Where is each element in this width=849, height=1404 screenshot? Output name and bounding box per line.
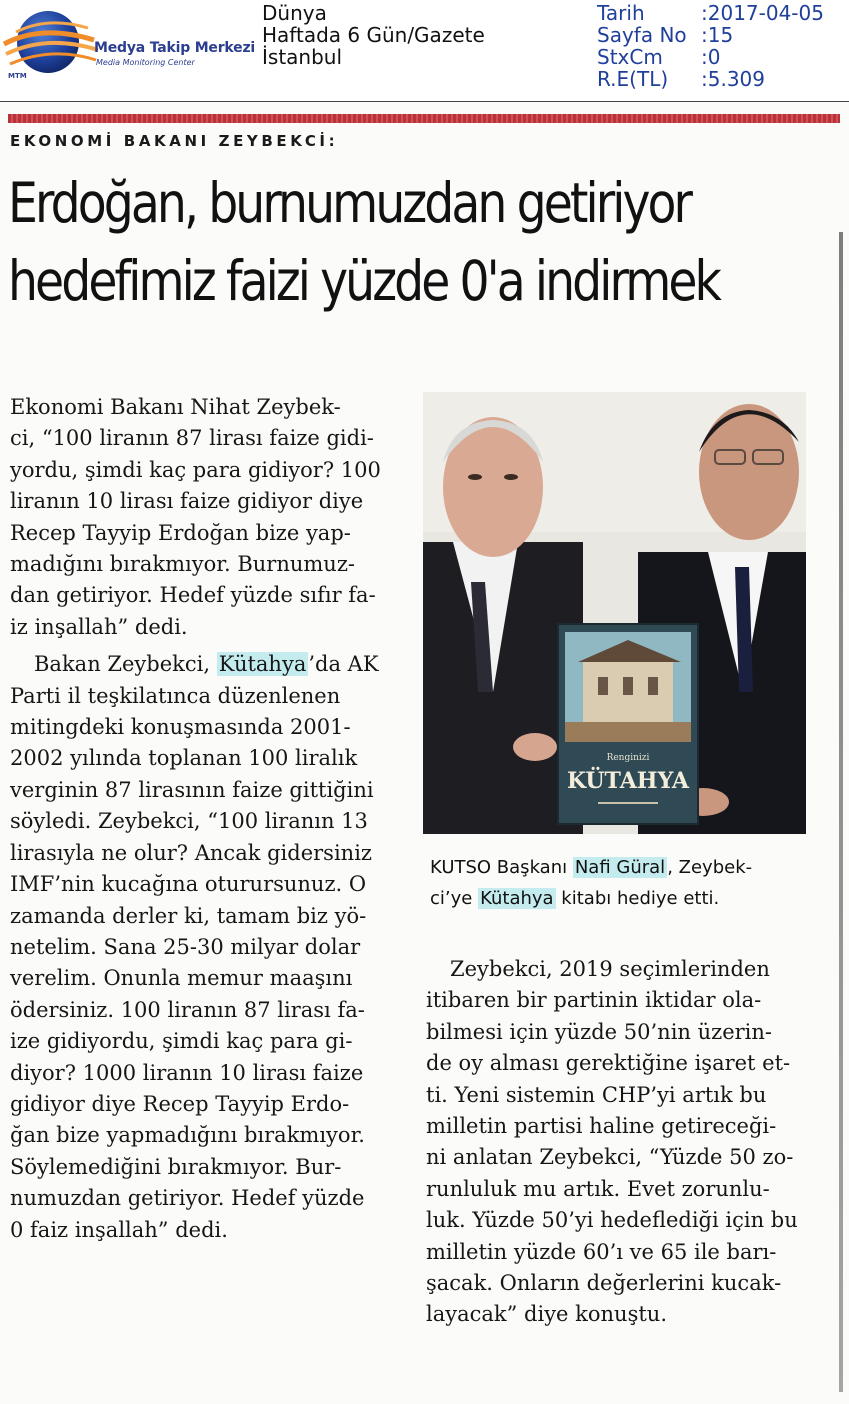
publication-name: Dünya <box>262 1 327 25</box>
clipping-edge-shadow <box>839 232 843 1392</box>
text-line: söyledi. Zeybekci, “100 liranın 13 <box>10 809 368 834</box>
meta-row-page <box>597 24 824 46</box>
text-line: liranın 10 lirası faize gidiyor diye <box>10 489 364 514</box>
text-fragment: ’da AK <box>308 652 379 677</box>
text-line: 2002 yılında toplanan 100 liralık <box>10 746 358 771</box>
text-line: milletin partisi haline getireceği- <box>426 1114 777 1139</box>
article-left-column <box>10 392 398 1246</box>
caption-text: KUTSO Başkanı <box>430 857 573 878</box>
headline-line: hedefimiz faizi yüzde 0'a indirmek <box>8 249 719 313</box>
caption-line <box>430 883 752 914</box>
text-line: Ekonomi Bakanı Nihat Zeybek- <box>10 395 341 419</box>
text-line: layacak” diye konuştu. <box>426 1302 667 1327</box>
text-line: milletin yüzde 60’ı ve 65 ile barı- <box>426 1239 777 1264</box>
text-line <box>10 649 398 680</box>
meta-row-ad-value <box>597 68 824 90</box>
text-line: Recep Tayyip Erdoğan bize yap- <box>10 520 351 545</box>
text-line: ödersiniz. 100 liranın 87 lirası fa- <box>10 997 365 1022</box>
caption-line <box>430 852 752 883</box>
text-line: de oy alması gerektiğine işaret et- <box>426 1051 791 1076</box>
meta-value: :15 <box>701 23 734 47</box>
globe-logo-icon <box>2 4 102 82</box>
text-line: Parti il teşkilatınca düzenlenen <box>10 683 341 708</box>
text-line: yordu, şimdi kaç para gidiyor? 100 <box>10 457 381 482</box>
text-line: Zeybekci, 2019 seçimlerinden <box>450 957 770 981</box>
photo-caption <box>430 852 752 914</box>
newspaper-clipping <box>0 102 849 1404</box>
book-title: KÜTAHYA <box>567 768 689 794</box>
meta-key: Sayfa No <box>597 23 687 47</box>
text-line: iz inşallah” dedi. <box>10 614 188 639</box>
book-kicker: Renginizi <box>606 753 650 763</box>
text-line: ti. Yeni sistemin CHP’yi artık bu <box>426 1082 767 1107</box>
caption-highlight-name: Nafi Güral <box>574 857 666 878</box>
publication-city: İstanbul <box>262 45 343 69</box>
meta-value: :5.309 <box>701 67 765 91</box>
article-kicker: EKONOMİ BAKANI ZEYBEKCİ: <box>10 132 339 150</box>
caption-text: ci’ye <box>430 888 479 909</box>
clipping-metadata <box>597 2 824 90</box>
kutahya-book <box>558 624 698 824</box>
meta-row-stxcm <box>597 46 824 68</box>
paragraph-1 <box>10 392 398 643</box>
mtm-logo <box>2 4 262 82</box>
text-line: bilmesi için yüzde 50’nin üzerin- <box>426 1019 773 1044</box>
text-line: IMF’nin kucağına oturursunuz. O <box>10 872 367 897</box>
text-line: dan getiriyor. Hedef yüzde sıfır fa- <box>10 583 376 608</box>
text-line: ni anlatan Zeybekci, “Yüzde 50 zo- <box>426 1145 794 1170</box>
caption-text: kitabı hediye etti. <box>555 888 720 909</box>
highlighted-keyword: Kütahya <box>218 652 307 677</box>
meta-key: Tarih <box>597 1 645 25</box>
text-line: verginin 87 lirasının faize gittiğini <box>10 777 374 802</box>
text-line: şacak. Onların değerlerini kucak- <box>426 1271 782 1296</box>
text-line: 0 faiz inşallah” dedi. <box>10 1217 228 1242</box>
meta-row-date <box>597 2 824 24</box>
text-line: netelim. Sana 25-30 milyar dolar <box>10 934 361 959</box>
text-line: ğan bize yapmadığını bırakmıyor. <box>10 1123 365 1148</box>
logo-abbreviation: MTM <box>8 72 27 80</box>
text-line: diyor? 1000 liranın 10 lirası faize <box>10 1060 364 1085</box>
paragraph-2 <box>10 649 398 1246</box>
article-right-column <box>426 954 806 1331</box>
text-line: runluluk mu artık. Evet zorunlu- <box>426 1176 770 1201</box>
monitoring-header <box>0 0 849 102</box>
text-line: ize gidiyordu, şimdi kaç para gi- <box>10 1029 353 1054</box>
text-line: gidiyor diye Recep Tayyip Erdo- <box>10 1091 350 1116</box>
photo-illustration <box>423 392 806 834</box>
caption-highlight-city: Kütahya <box>480 888 554 909</box>
text-line: ci, “100 liranın 87 lirası faize gidi- <box>10 426 374 451</box>
text-line: mitingdeki konuşmasında 2001- <box>10 715 351 740</box>
text-line: luk. Yüzde 50’yi hedeflediği için bu <box>426 1208 798 1233</box>
section-stripe <box>8 114 840 123</box>
text-line: lirasıyla ne olur? Ancak gidersiniz <box>10 840 372 865</box>
text-line: verelim. Onunla memur maaşını <box>10 966 353 991</box>
meta-key: StxCm <box>597 45 663 69</box>
publication-frequency: Haftada 6 Gün/Gazete <box>262 23 485 47</box>
article-photo <box>423 392 806 834</box>
article-headline <box>8 164 719 320</box>
text-fragment: Bakan Zeybekci, <box>34 652 217 677</box>
publication-info <box>262 2 485 68</box>
text-line: Söylemediğini bırakmıyor. Bur- <box>10 1154 342 1179</box>
text-line: madığını bırakmıyor. Burnumuz- <box>10 552 355 577</box>
text-line: zamanda derler ki, tamam biz yö- <box>10 903 367 928</box>
logo-title: Medya Takip Merkezi <box>94 40 256 56</box>
text-line: itibaren bir partinin iktidar ola- <box>426 988 762 1013</box>
headline-line: Erdoğan, burnumuzdan getiriyor <box>8 171 691 235</box>
logo-subtitle: Media Monitoring Center <box>96 58 195 67</box>
text-line: numuzdan getiriyor. Hedef yüzde <box>10 1186 365 1211</box>
meta-key: R.E(TL) <box>597 67 669 91</box>
caption-text: , Zeybek- <box>667 857 753 878</box>
meta-value: :2017-04-05 <box>701 1 824 25</box>
meta-value: :0 <box>701 45 721 69</box>
